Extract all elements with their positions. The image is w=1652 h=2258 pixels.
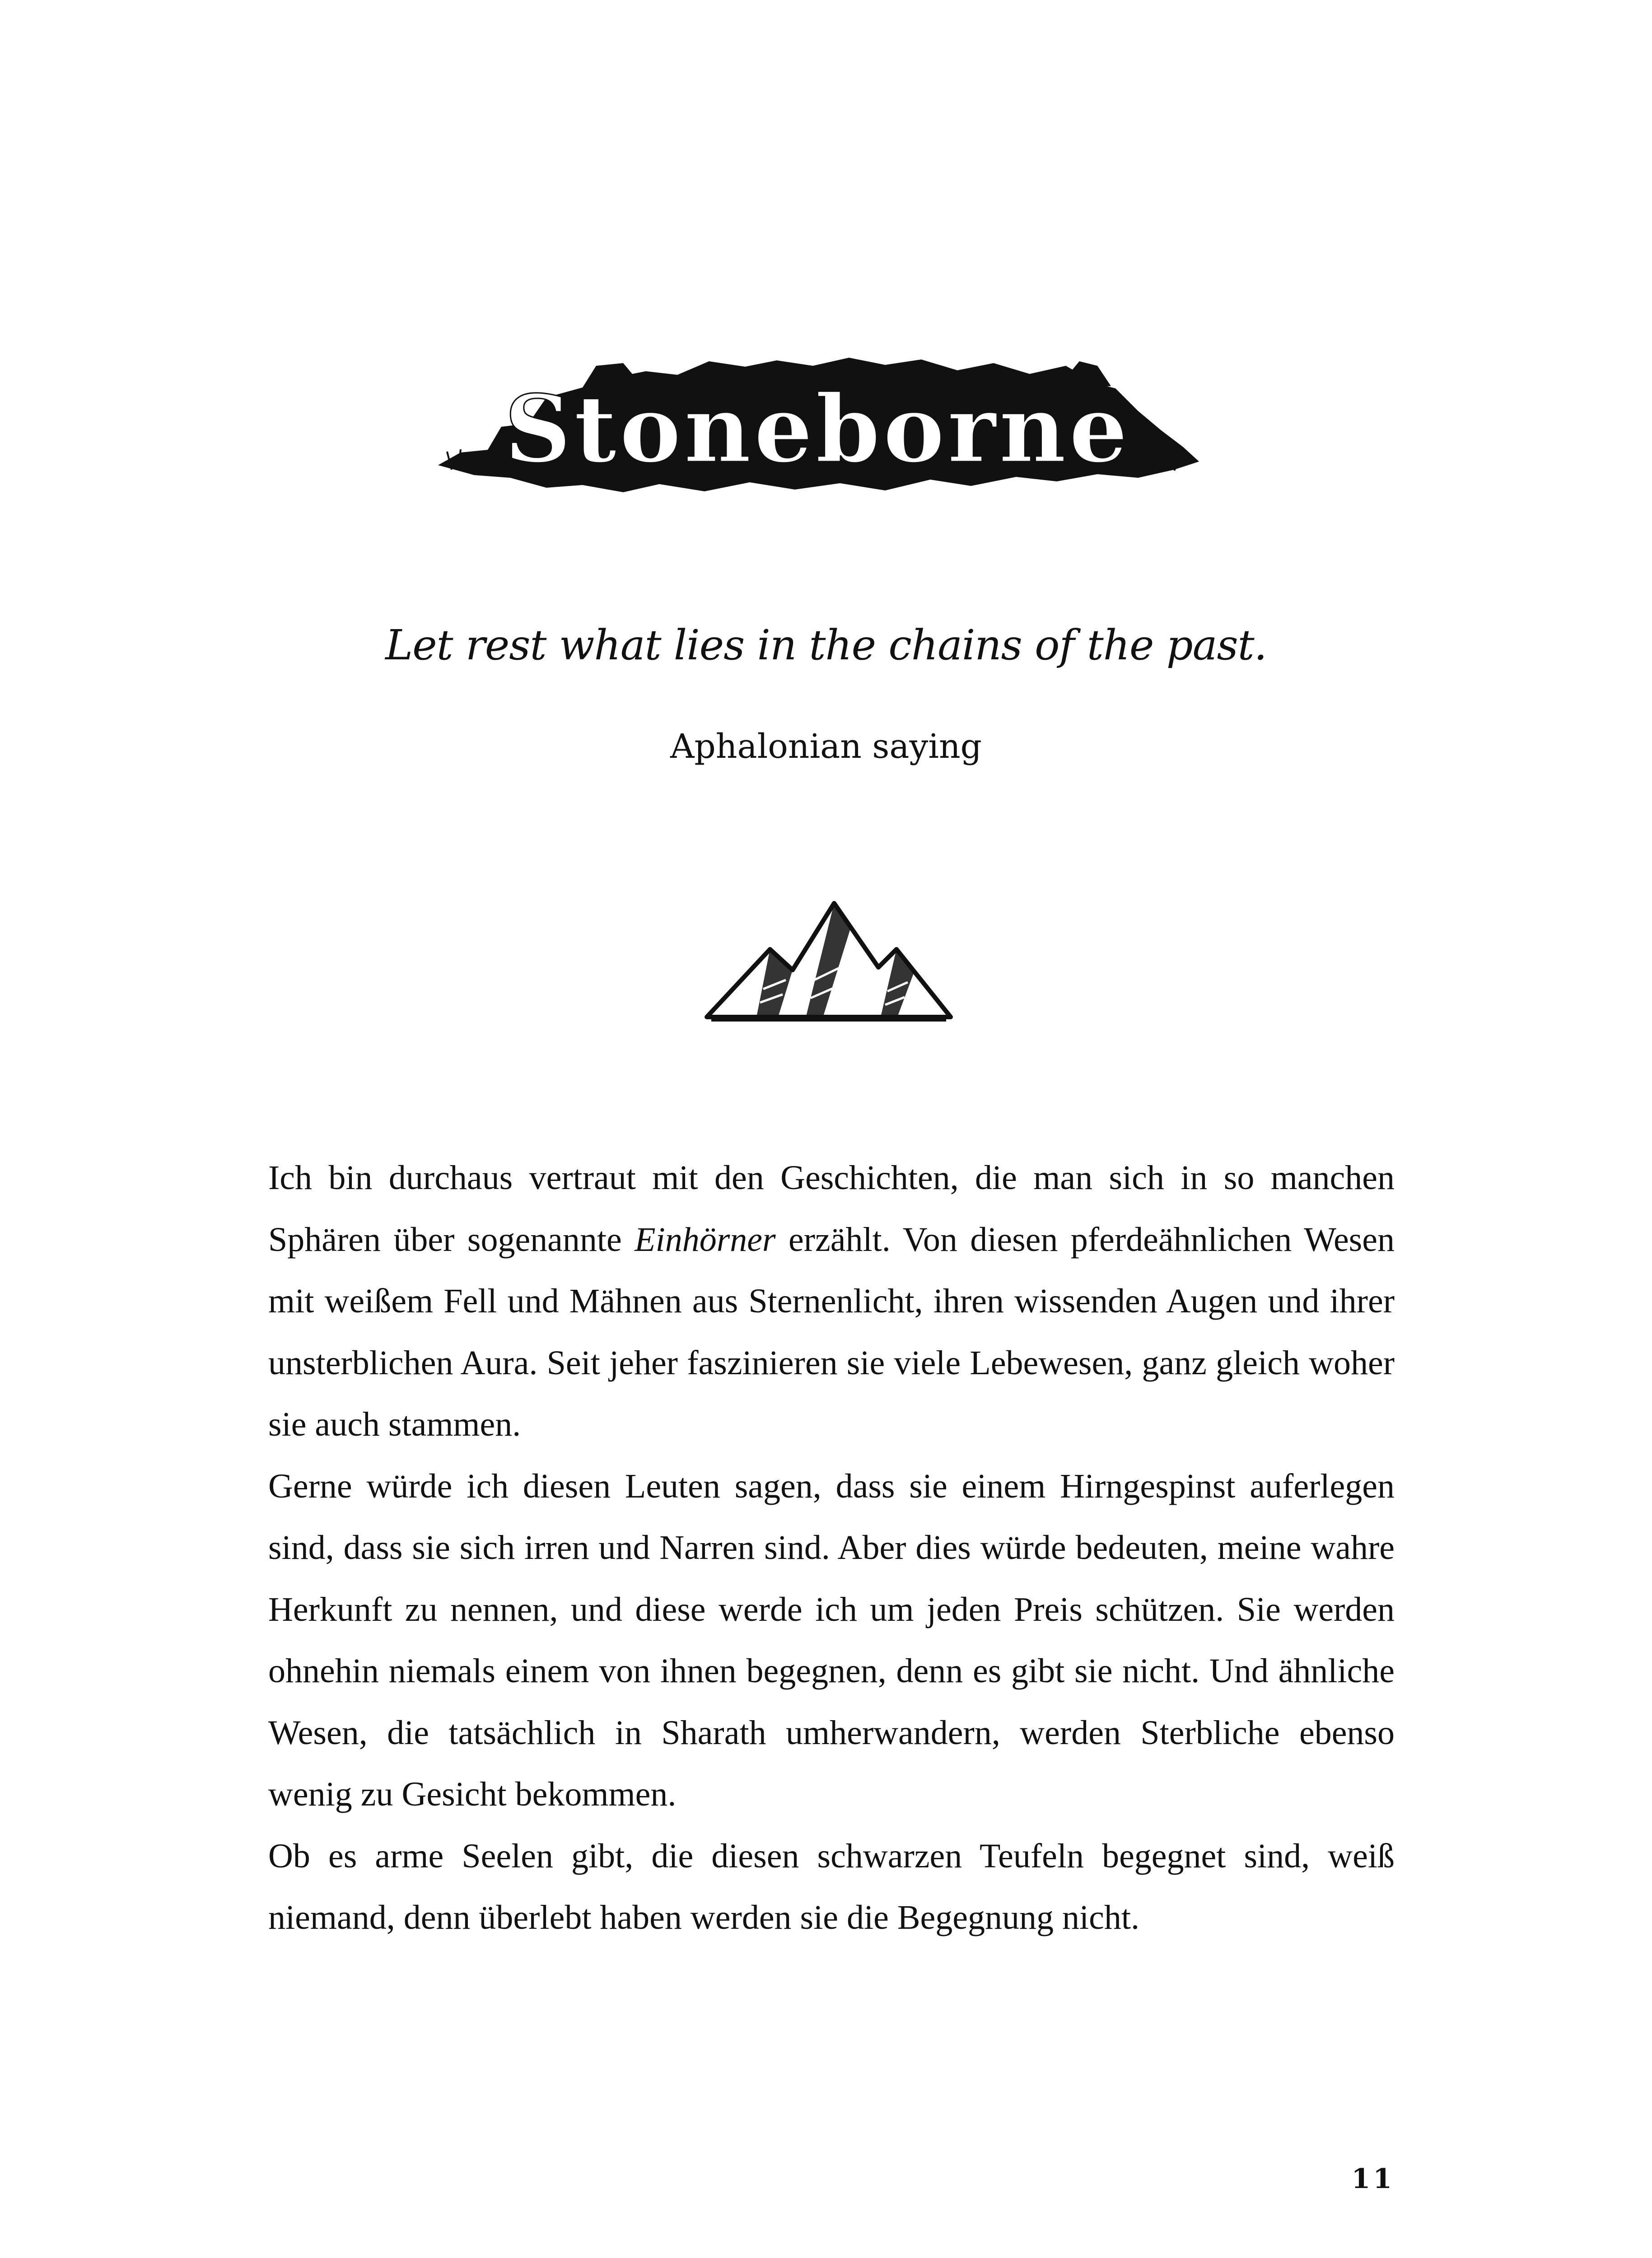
logo-title: Stoneborne	[504, 375, 1131, 484]
body-paragraph-segment: erzählt. Von diesen pferdeähnlichen Wesen mit weißem Fell und Mähnen aus Sternenlicht, ihren wissenden Augen und ihrer unsterblichen Aura. Seit jeher faszinieren sie viele Lebewesen, ganz gleich woher sie auch stammen.	[268, 1220, 1395, 1443]
body-paragraph	[268, 1147, 1395, 1456]
body-paragraph: Ob es arme Seelen gibt, die diesen schwarzen Teufeln begegnet sind, weiß niemand, denn überlebt haben werden sie die Begegnung nicht.	[268, 1837, 1395, 1936]
epigraph-quote: Let rest what lies in the chains of the past.	[385, 621, 1267, 669]
epigraph-attribution: Aphalonian saying	[670, 727, 982, 766]
body-paragraph: Gerne würde ich diesen Leuten sagen, dass sie einem Hirngespinst auferlegen sind, dass sie sich irren und Narren sind. Aber dies würde bedeuten, meine wahre Herkunft zu nennen, und diese werde ich um jeden Preis schützen. Sie werden ohnehin niemals einem von ihnen begegnen, denn es gibt sie nicht. Und ähnliche Wesen, die tatsächlich in Sharath umherwandern, werden Sterbliche ebenso wenig zu Gesicht bekommen.	[268, 1467, 1395, 1813]
mountain-icon	[702, 899, 955, 1025]
body-paragraph-segment: Ich bin durchaus vertraut mit den Geschichten, die man sich in so manchen Sphären über sogenannte	[268, 1159, 1395, 1259]
stoneborne-logo-graphic	[434, 334, 1201, 524]
emphasized-word: Einhörner	[635, 1220, 776, 1259]
body-text	[268, 1147, 1395, 1949]
page-number: 11	[1351, 2163, 1395, 2195]
stoneborne-logo	[434, 334, 1201, 524]
